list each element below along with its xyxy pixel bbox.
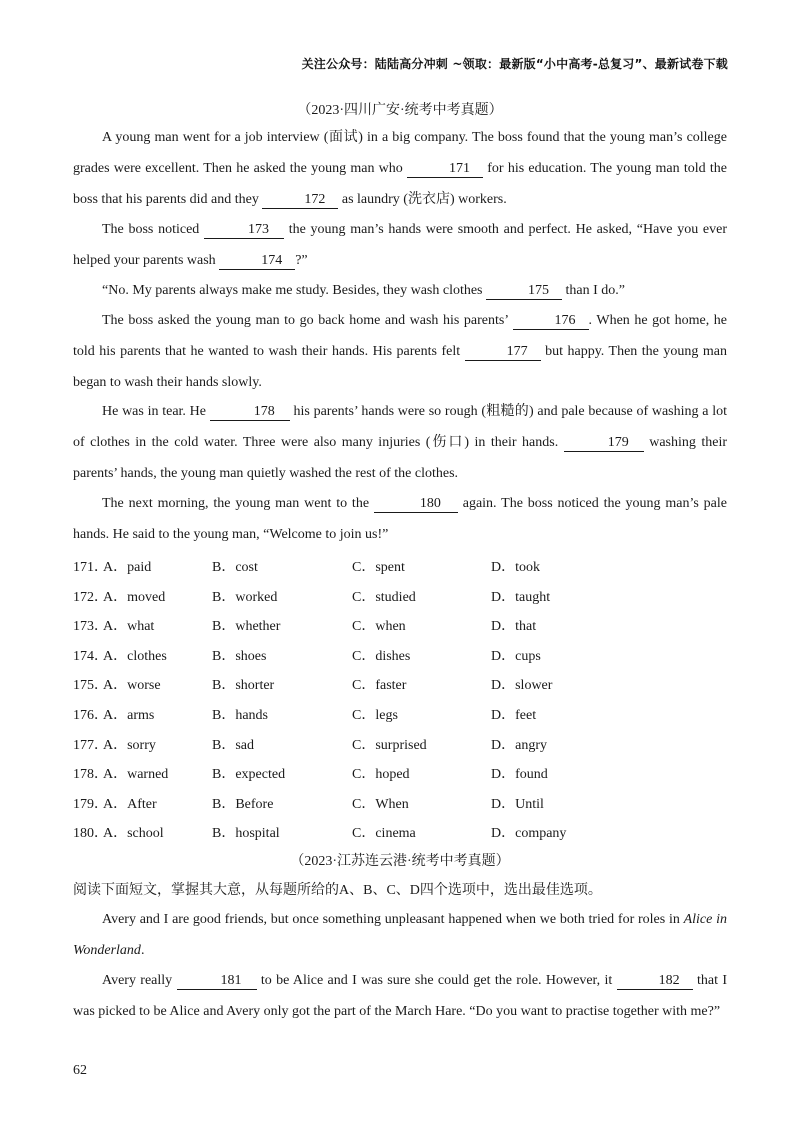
question-row [73, 556, 727, 576]
option-a: A．worse [103, 678, 161, 694]
option-a: A．sorry [103, 737, 156, 753]
question-row [73, 822, 727, 842]
source-label-1: （2023·四川广安·统考中考真题） [297, 103, 503, 118]
question-row [73, 793, 727, 813]
paragraph-2: The boss noticed 173 the young man’s hands were smooth and perfect. He asked, “Have you ever helped your parents wash 174 ?” [73, 222, 728, 268]
option-a: A．what [103, 619, 155, 635]
question-number: 179． [73, 796, 108, 812]
book-title: Alice in Wonderland [73, 912, 727, 958]
option-b: B．Before [212, 796, 274, 812]
question-number: 180． [73, 826, 108, 842]
source-label-2: （2023·江苏连云港·统考中考真题） [290, 854, 510, 869]
option-d: D．cups [491, 648, 541, 664]
page-header: 关注公众号：陆陆高分冲刺 ~领取：最新版“小中高考-总复习”、最新试卷下载 [301, 57, 728, 71]
question-row [73, 674, 727, 694]
blank-174: 174 [219, 253, 295, 270]
question-row [73, 734, 727, 754]
option-a: A．clothes [103, 648, 167, 664]
blank-179: 179 [564, 435, 644, 452]
option-b: B．hands [212, 708, 268, 723]
option-b: B．expected [212, 767, 286, 783]
option-b: B．whether [212, 619, 281, 635]
question-number: 171． [73, 560, 108, 575]
paragraph-5: He was in tear. He 178 his parents’ hands were so rough (粗糙的) and pale because of washing a lot of clothes in the cold water. Three were also many injuries (伤口) in their hands. 179 washing their parents’ hands, the young man quietly washed the rest of the clothes. [73, 404, 728, 481]
question-row [73, 615, 727, 635]
option-c: C．spent [352, 560, 405, 575]
question-number: 175． [73, 678, 108, 694]
paragraph-8: Avery really 181 to be Alice and I was sure she could get the role. However, it 182 that I was picked to be Alice and Avery only got the part of the March Hare. “Do you want to practise together with me?” [73, 973, 727, 1019]
blank-172: 172 [262, 192, 338, 209]
instruction-text: 阅读下面短文，掌握其大意，从每题所给的A、B、C、D四个选项中，选出最佳选项。 [73, 883, 602, 898]
option-d: D．angry [491, 737, 547, 753]
option-c: C．studied [352, 589, 416, 605]
question-row [73, 645, 727, 665]
option-c: C．When [352, 796, 409, 812]
blank-180: 180 [374, 496, 458, 513]
blank-171: 171 [407, 161, 483, 178]
option-b: B．shoes [212, 648, 267, 664]
question-row [73, 586, 727, 606]
option-a: A．arms [103, 708, 155, 723]
question-number: 173． [73, 619, 108, 635]
option-b: B．worked [212, 589, 278, 605]
option-d: D．feet [491, 708, 537, 723]
paragraph-6: The next morning, the young man went to the 180 again. The boss noticed the young man’s pale hands. He said to the young man, “Welcome to join us!” [73, 496, 727, 542]
option-d: D．found [491, 767, 548, 783]
blank-176: 176 [513, 313, 589, 330]
question-number: 176． [73, 708, 108, 723]
blank-177: 177 [465, 344, 541, 361]
option-d: D．took [491, 560, 540, 575]
option-b: B．sad [212, 737, 254, 753]
question-row [73, 763, 727, 783]
question-number: 172． [73, 589, 108, 605]
question-number: 174． [73, 648, 108, 664]
option-a: A．After [103, 796, 157, 812]
paragraph-7: Avery and I are good friends, but once something unpleasant happened when we both tried for roles in Alice in Wonderland. [73, 912, 727, 958]
blank-178: 178 [210, 404, 290, 421]
question-number: 177． [73, 737, 108, 753]
option-c: C．dishes [352, 648, 411, 664]
page-number: 62 [73, 1063, 87, 1078]
paragraph-3: “No. My parents always make me study. Besides, they wash clothes 175 than I do.” [102, 283, 625, 298]
option-d: D．company [491, 826, 567, 842]
option-b: B．hospital [212, 826, 280, 842]
option-d: D．slower [491, 678, 553, 694]
option-a: A．school [103, 826, 164, 842]
option-c: C．cinema [352, 826, 416, 842]
option-c: C．when [352, 619, 406, 635]
blank-173: 173 [204, 222, 284, 239]
option-a: A．warned [103, 767, 169, 783]
option-d: D．that [491, 619, 537, 635]
option-b: B．cost [212, 560, 258, 575]
option-b: B．shorter [212, 678, 275, 694]
option-d: D．taught [491, 589, 551, 605]
question-row [73, 704, 727, 724]
blank-175: 175 [486, 283, 562, 300]
option-c: C．faster [352, 678, 407, 694]
option-c: C．legs [352, 708, 398, 723]
option-a: A．moved [103, 589, 166, 605]
blank-181: 181 [177, 973, 257, 990]
blank-182: 182 [617, 973, 693, 990]
option-c: C．surprised [352, 737, 427, 753]
paragraph-1: A young man went for a job interview (面试) in a big company. The boss found that the young man’s college grades were excellent. Then he asked the young man who 171 for his education. The young man told the boss that his parents did and they 172 as laundry (洗衣店) workers. [73, 130, 727, 207]
option-d: D．Until [491, 796, 544, 812]
question-number: 178． [73, 767, 108, 783]
paragraph-4: The boss asked the young man to go back home and wash his parents’ 176 . When he got home, he told his parents that he wanted to wash their hands. His parents felt 177 but happy. Then the young man began to wash their hands slowly. [73, 313, 727, 390]
option-c: C．hoped [352, 767, 410, 783]
option-a: A．paid [103, 560, 152, 575]
